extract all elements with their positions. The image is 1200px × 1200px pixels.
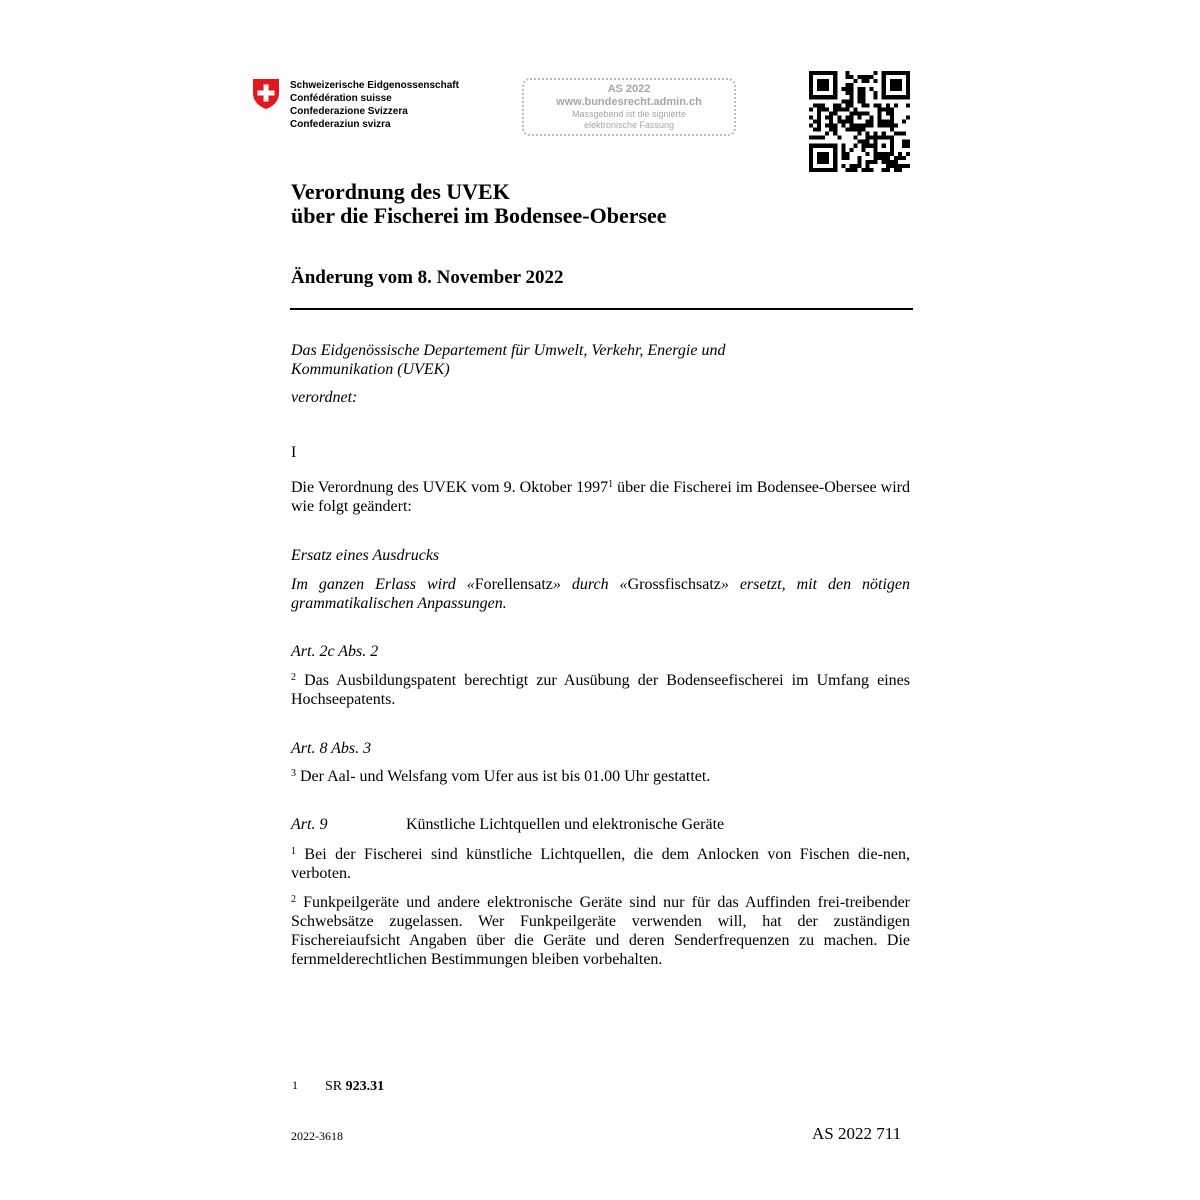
official-collection-reference: AS 2022 711 bbox=[812, 1124, 902, 1143]
department-line-1: Das Eidgenössische Departement für Umwelt, Verkehr, Energie und bbox=[291, 342, 726, 359]
art9-heading: Art. 9 bbox=[291, 816, 328, 833]
stamp-note-line1: Massgebend ist die signierte bbox=[571, 109, 687, 119]
document-number: 2022-3618 bbox=[291, 1129, 343, 1143]
section-roman-numeral: I bbox=[291, 444, 297, 461]
decree-word: verordnet: bbox=[291, 389, 358, 406]
swiss-coat-of-arms-icon bbox=[252, 78, 280, 110]
art9-p2-text: Funkpeilgeräte und andere elektronische Geräte sind nur für das Auffinden frei-treibender Schwebsätze zugelassen. Wer Funkpeilgeräte verwenden will, hat der zuständigen Fischereiaufsicht Angaben über die Geräte und deren Senderfrequenzen zu machen. Die fernmelderechtlichen Bestimmungen bleiben vorbehalten. bbox=[291, 894, 910, 968]
art8-paragraph bbox=[291, 767, 910, 786]
new-term: Grossfischsatz bbox=[627, 576, 721, 593]
document-title bbox=[291, 180, 667, 228]
amendment-date: Änderung vom 8. November 2022 bbox=[291, 267, 564, 288]
footnote-sr-number: 923.31 bbox=[345, 1079, 385, 1094]
department-line-2: Kommunikation (UVEK) bbox=[291, 361, 450, 378]
art2c-text: Das Ausbildungspatent berechtigt zur Ausübung der Bodenseefischerei im Umfang eines Hochseepatents. bbox=[291, 672, 910, 708]
confederation-name-fr: Confédération suisse bbox=[290, 93, 392, 104]
change-statement bbox=[291, 478, 910, 516]
art2c-heading: Art. 2c Abs. 2 bbox=[291, 643, 379, 660]
stamp-website: www.bundesrecht.admin.ch bbox=[556, 96, 702, 108]
replacement-text-part-2: » durch « bbox=[552, 576, 628, 593]
change-text-after: über die Fischerei im Bodensee-Obersee wird wie folgt geändert: bbox=[291, 479, 910, 515]
stamp-collection: AS 2022 bbox=[607, 83, 651, 95]
paragraph-number: 2 bbox=[291, 894, 296, 905]
replacement-text bbox=[291, 575, 910, 613]
stamp-note-line2: elektronische Fassung bbox=[583, 120, 675, 130]
replacement-text-part-3: » ersetzt, mit den nötigen grammatikalischen Anpassungen. bbox=[291, 576, 911, 612]
title-line-1: Verordnung des UVEK bbox=[291, 179, 510, 204]
title-line-2: über die Fischerei im Bodensee-Obersee bbox=[291, 203, 667, 228]
footnote-prefix: SR bbox=[325, 1079, 346, 1094]
title-divider bbox=[290, 308, 913, 310]
footnote-reference: 1 bbox=[608, 479, 614, 490]
footnote-number: 1 bbox=[292, 1078, 298, 1092]
art8-text: Der Aal- und Welsfang vom Ufer aus ist bis 01.00 Uhr gestattet. bbox=[296, 768, 711, 785]
replacement-text-part-1: Im ganzen Erlass wird « bbox=[291, 576, 475, 593]
art9-paragraph-1 bbox=[291, 845, 910, 883]
confederation-name-it: Confederazione Svizzera bbox=[290, 106, 408, 117]
replacement-heading: Ersatz eines Ausdrucks bbox=[291, 547, 440, 564]
art2c-paragraph bbox=[291, 671, 910, 709]
confederation-name-block bbox=[290, 79, 459, 131]
footnote-text bbox=[325, 1079, 384, 1095]
art8-heading: Art. 8 Abs. 3 bbox=[291, 740, 372, 757]
issuing-department bbox=[291, 341, 910, 379]
publication-stamp bbox=[522, 78, 736, 136]
confederation-name-de: Schweizerische Eidgenossenschaft bbox=[290, 80, 459, 91]
art9-paragraph-2 bbox=[291, 893, 910, 969]
paragraph-number: 1 bbox=[291, 846, 296, 857]
art9-title: Künstliche Lichtquellen und elektronische Geräte bbox=[406, 816, 725, 833]
qr-code-icon bbox=[809, 71, 910, 172]
art9-p1-text: Bei der Fischerei sind künstliche Lichtquellen, die dem Anlocken von Fischen die-nen, verboten. bbox=[291, 846, 910, 882]
confederation-name-rm: Confederaziun svizra bbox=[290, 119, 391, 130]
paragraph-number: 3 bbox=[291, 768, 296, 779]
paragraph-number: 2 bbox=[291, 672, 296, 683]
change-text-before: Die Verordnung des UVEK vom 9. Oktober 1997 bbox=[291, 479, 609, 496]
old-term: Forellensatz bbox=[474, 576, 553, 593]
